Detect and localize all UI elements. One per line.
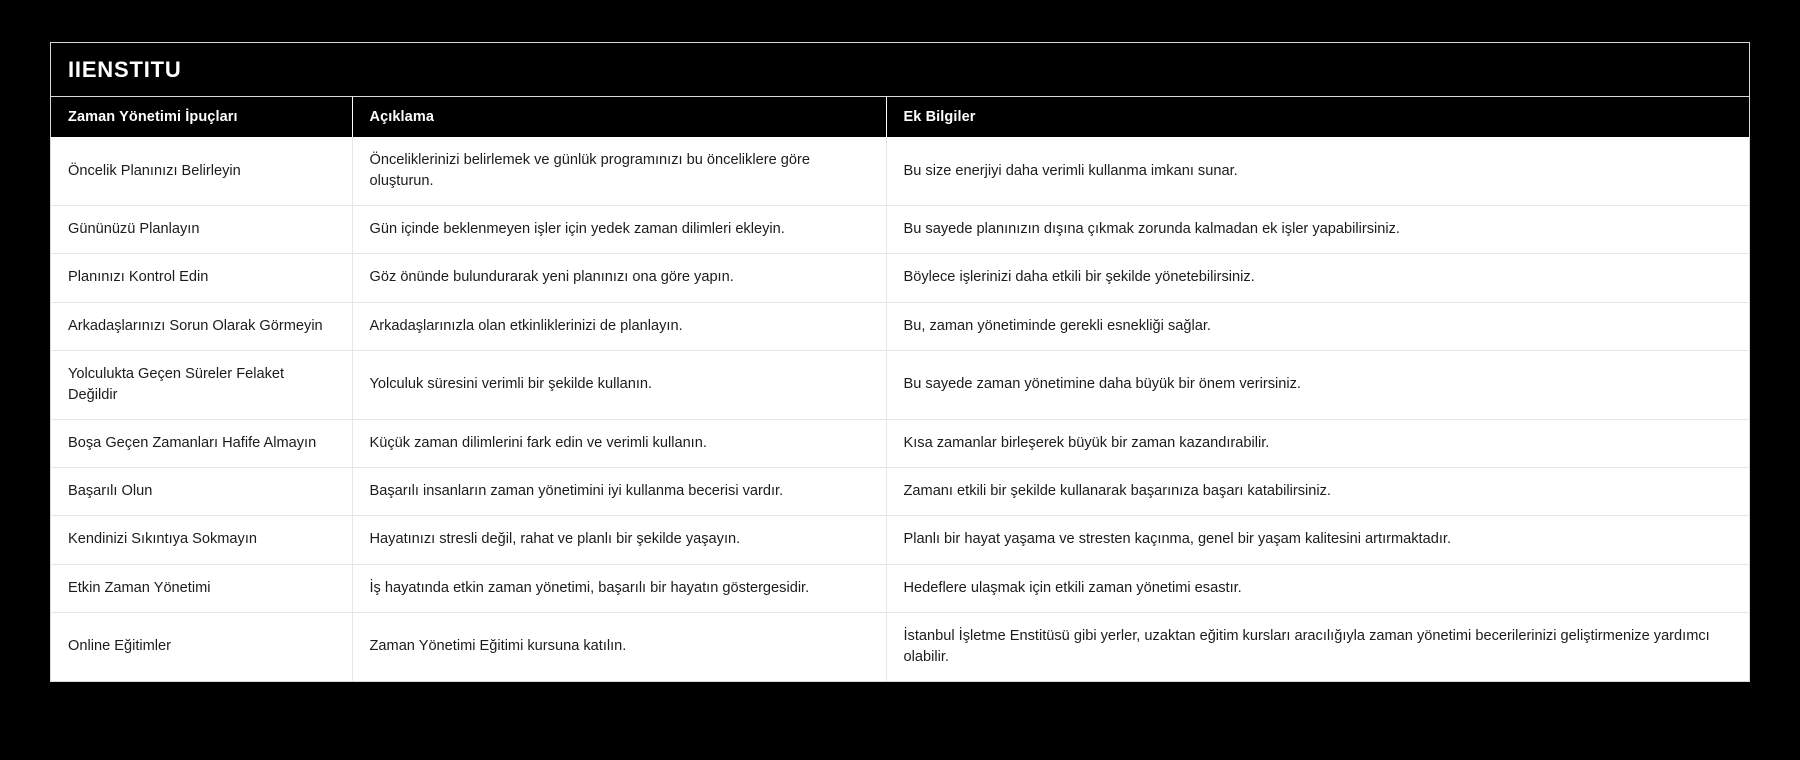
cell-tip: Öncelik Planınızı Belirleyin bbox=[51, 137, 352, 206]
column-header-tip: Zaman Yönetimi İpuçları bbox=[51, 97, 352, 137]
table-head bbox=[51, 97, 1749, 137]
table-body bbox=[51, 137, 1749, 681]
cell-tip: Online Eğitimler bbox=[51, 612, 352, 681]
cell-description: Zaman Yönetimi Eğitimi kursuna katılın. bbox=[352, 612, 886, 681]
table-row bbox=[51, 612, 1749, 681]
table-row bbox=[51, 564, 1749, 612]
time-management-tips-table bbox=[51, 97, 1749, 681]
cell-extra: Hedeflere ulaşmak için etkili zaman yönetimi esastır. bbox=[886, 564, 1749, 612]
cell-description: Arkadaşlarınızla olan etkinliklerinizi de planlayın. bbox=[352, 302, 886, 350]
brand-logo: IIENSTITU bbox=[68, 56, 182, 82]
cell-tip: Gününüzü Planlayın bbox=[51, 206, 352, 254]
brand-bar bbox=[51, 43, 1749, 97]
cell-description: Hayatınızı stresli değil, rahat ve planlı bir şekilde yaşayın. bbox=[352, 516, 886, 564]
cell-extra: Bu sayede planınızın dışına çıkmak zorunda kalmadan ek işler yapabilirsiniz. bbox=[886, 206, 1749, 254]
cell-description: Gün içinde beklenmeyen işler için yedek zaman dilimleri ekleyin. bbox=[352, 206, 886, 254]
cell-extra: Bu size enerjiyi daha verimli kullanma imkanı sunar. bbox=[886, 137, 1749, 206]
cell-extra: Kısa zamanlar birleşerek büyük bir zaman kazandırabilir. bbox=[886, 420, 1749, 468]
cell-description: Önceliklerinizi belirlemek ve günlük programınızı bu önceliklere göre oluşturun. bbox=[352, 137, 886, 206]
tips-card bbox=[50, 42, 1750, 682]
cell-description: Küçük zaman dilimlerini fark edin ve verimli kullanın. bbox=[352, 420, 886, 468]
table-header-row bbox=[51, 97, 1749, 137]
cell-description: Yolculuk süresini verimli bir şekilde kullanın. bbox=[352, 350, 886, 419]
table-row bbox=[51, 302, 1749, 350]
table-row bbox=[51, 350, 1749, 419]
cell-tip: Arkadaşlarınızı Sorun Olarak Görmeyin bbox=[51, 302, 352, 350]
cell-extra: Bu sayede zaman yönetimine daha büyük bir önem verirsiniz. bbox=[886, 350, 1749, 419]
table-row bbox=[51, 254, 1749, 302]
table-row bbox=[51, 137, 1749, 206]
cell-description: İş hayatında etkin zaman yönetimi, başarılı bir hayatın göstergesidir. bbox=[352, 564, 886, 612]
cell-description: Göz önünde bulundurarak yeni planınızı ona göre yapın. bbox=[352, 254, 886, 302]
column-header-description: Açıklama bbox=[352, 97, 886, 137]
cell-tip: Etkin Zaman Yönetimi bbox=[51, 564, 352, 612]
cell-extra: Zamanı etkili bir şekilde kullanarak başarınıza başarı katabilirsiniz. bbox=[886, 468, 1749, 516]
cell-tip: Boşa Geçen Zamanları Hafife Almayın bbox=[51, 420, 352, 468]
cell-description: Başarılı insanların zaman yönetimini iyi kullanma becerisi vardır. bbox=[352, 468, 886, 516]
table-row bbox=[51, 420, 1749, 468]
cell-extra: Planlı bir hayat yaşama ve stresten kaçınma, genel bir yaşam kalitesini artırmaktadır. bbox=[886, 516, 1749, 564]
cell-tip: Kendinizi Sıkıntıya Sokmayın bbox=[51, 516, 352, 564]
table-row bbox=[51, 206, 1749, 254]
cell-extra: Böylece işlerinizi daha etkili bir şekilde yönetebilirsiniz. bbox=[886, 254, 1749, 302]
cell-extra: İstanbul İşletme Enstitüsü gibi yerler, uzaktan eğitim kursları aracılığıyla zaman yönetimi becerilerinizi geliştirmenize yardımcı olabilir. bbox=[886, 612, 1749, 681]
table-row bbox=[51, 468, 1749, 516]
column-header-extra-info: Ek Bilgiler bbox=[886, 97, 1749, 137]
cell-tip: Planınızı Kontrol Edin bbox=[51, 254, 352, 302]
cell-tip: Başarılı Olun bbox=[51, 468, 352, 516]
table-row bbox=[51, 516, 1749, 564]
cell-extra: Bu, zaman yönetiminde gerekli esnekliği sağlar. bbox=[886, 302, 1749, 350]
cell-tip: Yolculukta Geçen Süreler Felaket Değildir bbox=[51, 350, 352, 419]
